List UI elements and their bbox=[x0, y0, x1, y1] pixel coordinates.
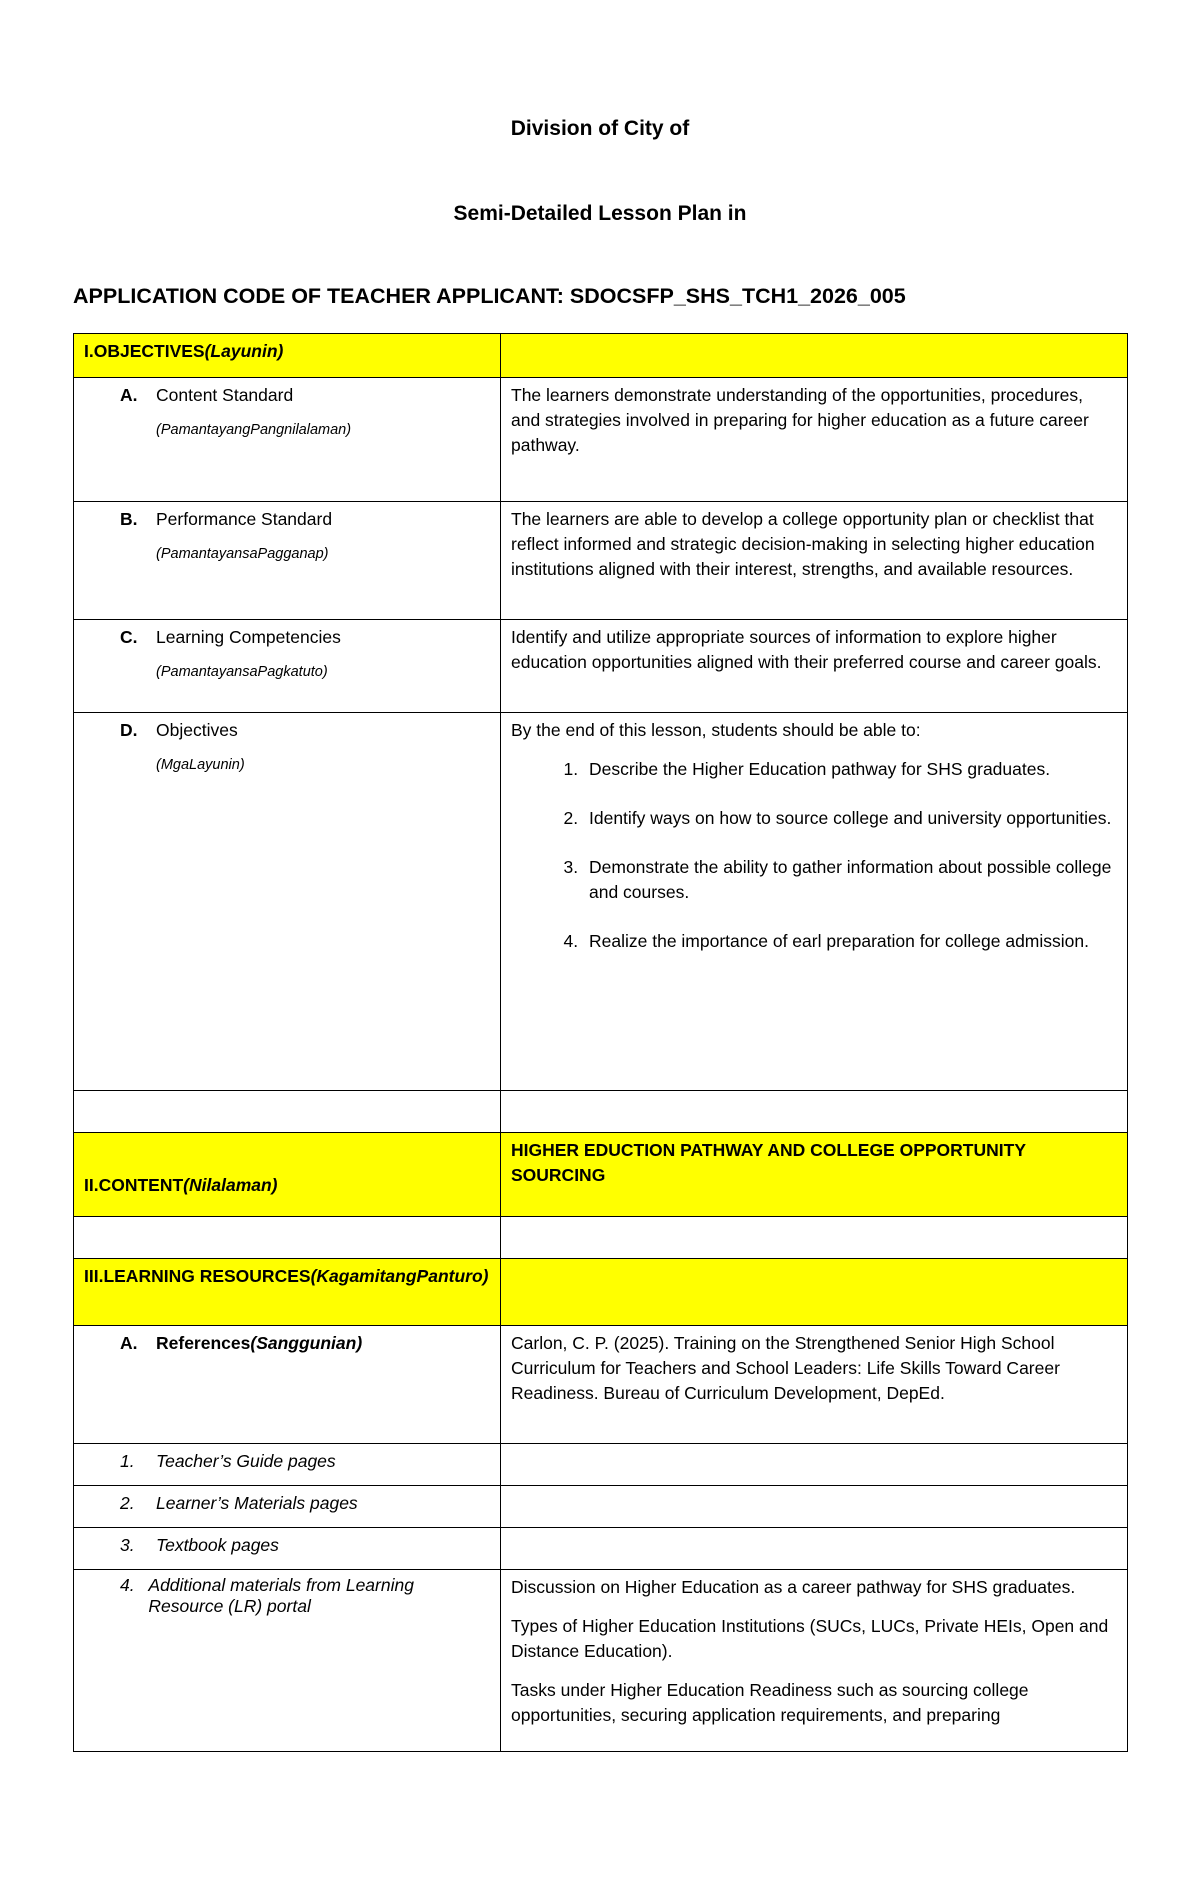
objectives-header-row bbox=[74, 334, 1128, 378]
objective-item: 1. Describe the Higher Education pathway for SHS graduates. bbox=[583, 757, 1117, 782]
content-standard-letter: A. bbox=[120, 385, 138, 405]
division-title: Division of City of bbox=[510, 117, 690, 140]
content-standard-row bbox=[74, 378, 1128, 502]
spacer-row bbox=[74, 1091, 1128, 1133]
performance-standard-text: The learners are able to develop a college opportunity plan or checklist that reflect informed and strategic decision-making in selecting higher education institutions aligned with their interest, strengths, and available resources. bbox=[501, 502, 1128, 620]
objectives-letter: D. bbox=[120, 720, 138, 740]
resources-heading: III.LEARNING RESOURCES(KagamitangPanturo) bbox=[74, 1259, 501, 1326]
objectives-sub: (MgaLayunin) bbox=[156, 757, 245, 773]
application-code: APPLICATION CODE OF TEACHER APPLICANT: SDOCSFP_SHS_TCH1_2026_005 bbox=[73, 284, 906, 308]
content-standard-label: Content Standard bbox=[156, 385, 294, 405]
lesson-plan-table bbox=[73, 333, 1128, 1752]
performance-standard-row bbox=[74, 502, 1128, 620]
objectives-label: Objectives bbox=[156, 720, 238, 740]
lesson-plan-title: Semi-Detailed Lesson Plan in bbox=[453, 202, 747, 225]
resource-item-row: 2. Learner’s Materials pages bbox=[74, 1486, 1128, 1528]
learning-competencies-letter: C. bbox=[120, 627, 138, 647]
content-header-row bbox=[74, 1133, 1128, 1217]
spacer-row bbox=[74, 1217, 1128, 1259]
additional-material-item: Discussion on Higher Education as a career pathway for SHS graduates. bbox=[511, 1577, 1076, 1597]
resource-item-row: 3. Textbook pages bbox=[74, 1528, 1128, 1570]
objective-item: 3. Demonstrate the ability to gather information about possible college and courses. bbox=[583, 855, 1117, 905]
objectives-heading: I.OBJECTIVES(Layunin) bbox=[74, 334, 501, 378]
learning-competencies-row bbox=[74, 620, 1128, 713]
resource-item-row: 1. Teacher’s Guide pages bbox=[74, 1444, 1128, 1486]
teachers-guide-label: Teacher’s Guide pages bbox=[156, 1451, 336, 1471]
learners-materials-label: Learner’s Materials pages bbox=[156, 1493, 358, 1513]
additional-materials-label: Additional materials from Learning Resource (LR) portal bbox=[148, 1575, 414, 1616]
additional-materials-row: 4. Additional materials from Learning Resource (LR) portal Discussion on Higher Education as a career pathway for SHS graduates. Types of Higher Education Institutions (SUCs, LUCs, Private HEIs, Open and Distance Education). Tasks under Higher Education Readiness such as sourcing college opportunities, securing application requirements, and preparing bbox=[74, 1570, 1128, 1752]
objectives-list bbox=[511, 757, 1117, 954]
performance-standard-label: Performance Standard bbox=[156, 509, 333, 529]
objectives-row bbox=[74, 713, 1128, 1091]
references-label: References(Sanggunian) bbox=[156, 1333, 363, 1353]
content-topic: HIGHER EDUCTION PATHWAY AND COLLEGE OPPORTUNITY SOURCING bbox=[501, 1133, 1128, 1217]
objectives-heading-blank bbox=[501, 334, 1128, 378]
additional-material-item: Types of Higher Education Institutions (SUCs, LUCs, Private HEIs, Open and Distance Education). bbox=[511, 1616, 1109, 1661]
learning-competencies-text: Identify and utilize appropriate sources of information to explore higher education opportunities aligned with their preferred course and career goals. bbox=[501, 620, 1128, 713]
learning-competencies-sub: (PamantayansaPagkatuto) bbox=[156, 664, 328, 680]
objective-item: 4. Realize the importance of earl preparation for college admission. bbox=[583, 929, 1117, 954]
learning-competencies-label: Learning Competencies bbox=[156, 627, 341, 647]
references-row bbox=[74, 1326, 1128, 1444]
objective-item: 2. Identify ways on how to source college and university opportunities. bbox=[583, 806, 1117, 831]
additional-material-item: Tasks under Higher Education Readiness such as sourcing college opportunities, securing application requirements, and preparing bbox=[511, 1680, 1029, 1725]
content-heading: II.CONTENT(Nilalaman) bbox=[74, 1133, 501, 1217]
objectives-intro: By the end of this lesson, students should be able to: bbox=[511, 720, 921, 740]
references-text: Carlon, C. P. (2025). Training on the Strengthened Senior High School Curriculum for Teachers and School Leaders: Life Skills Toward Career Readiness. Bureau of Curriculum Development, DepEd. bbox=[501, 1326, 1128, 1444]
references-letter: A. bbox=[120, 1333, 138, 1353]
content-standard-sub: (PamantayangPangnilalaman) bbox=[156, 422, 352, 438]
resources-header-row bbox=[74, 1259, 1128, 1326]
performance-standard-letter: B. bbox=[120, 509, 138, 529]
content-standard-text: The learners demonstrate understanding of the opportunities, procedures, and strategies involved in preparing for higher education as a future career pathway. bbox=[501, 378, 1128, 502]
textbook-pages-label: Textbook pages bbox=[156, 1535, 279, 1555]
performance-standard-sub: (PamantayansaPagganap) bbox=[156, 546, 329, 562]
